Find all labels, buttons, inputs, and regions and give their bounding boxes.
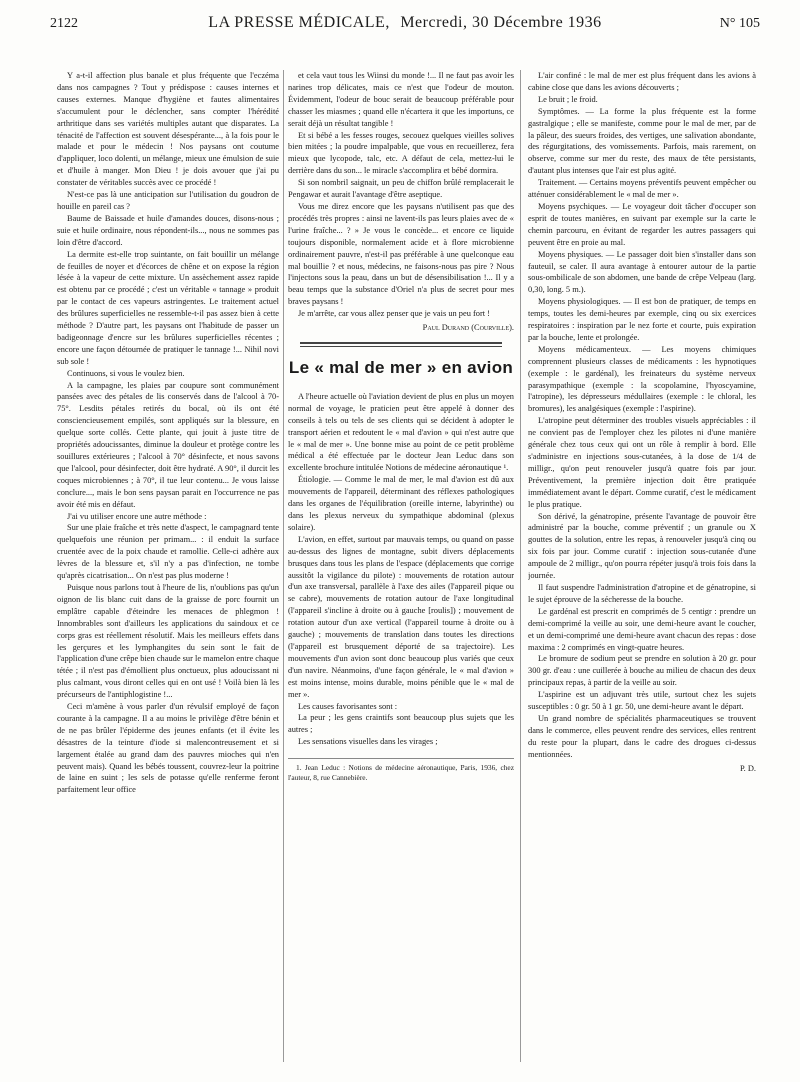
paragraph: Symptômes. — La forme la plus fréquente est la forme gastralgique ; elle se manifeste, comme pour le mal de mer, par de la pâleur, des sueurs froides, des vertiges, une salivation abondante, des régurgitations, des vomissements. Parfois, mais rarement, on observe, comme sur mer du reste, des maux de tête persistants, d'autant plus intenses que l'air est plus agité. xyxy=(528,106,756,176)
paragraph: L'air confiné : le mal de mer est plus fréquent dans les avions à cabine close que dans les avions découverts ; xyxy=(528,71,756,92)
paragraph: Le bromure de sodium peut se prendre en solution à 20 gr. pour 300 gr. d'eau : une cuillerée à bouche au milieu de chacun des deux principaux repas, à partir de la veille au soir. xyxy=(528,654,756,688)
journal-title xyxy=(50,14,760,32)
paragraph: Ceci m'amène à vous parler d'un révulsif employé de façon courante à la campagne. Il a au moins le privilège d'être bénin et de ne pas brûler l'épiderme des jeunes enfants (et il évite les désastres de la teinture d'iode si malencontreusement et si largement étalée au grand dam des pauvres mioches qui n'en peuvent mais). Quand les bébés toussent, couvrez-leur la poitrine de laine en suint ; les sels de potasse qu'elle renferme feront parfaitement leur office xyxy=(57,702,279,795)
paragraph: Je m'arrête, car vous allez penser que je vais un peu fort ! xyxy=(298,309,490,319)
author-initials: P. D. xyxy=(739,763,756,773)
paragraph: J'ai vu utiliser encore une autre méthode : xyxy=(67,511,207,521)
paragraph: La dermite est-elle trop suintante, on fait bouillir un mélange de feuilles de noyer et d'écorces de chêne et on expose la région lésée à la vapeur de cette mixture. Un assèchement assez rapide est obtenu par ce procédé ; c'est un véritable « tannage » produit par le contact de ces vapeurs astringentes. Le traitement actuel des brûlures superficielles ne ressemble-t-il pas assez bien à cette méthode ? D'autre part, les paysans ont l'habitude de passer un badigeonnage d'encre sur les brûlures superficielles récentes ; encore une façon détournée de pratiquer le tannage !... Nihil novi sub sole ! xyxy=(57,249,279,366)
article-separator xyxy=(300,342,502,347)
paragraph: Puisque nous parlons tout à l'heure de lis, n'oublions pas qu'un oignon de lis blanc cuit dans de la graisse de porc fournit un emplâtre capable d'éteindre les menaces de phlegmon ! Innombrables sont d'ailleurs les applications du saindoux et ce corps gras est réellement résolutif. Mais les meilleurs effets dans les gerçures et les lymphangites du sein sont le fait de l'application d'une crêpe bien chaude sur le mamelon entre chaque tétée ; il n'est pas d'émollient plus onctueux, plus adoucissant ni plus calmant, vous diront celles qui en ont usé ! Voilà bien là les précurseurs de l'antiphlogistine !... xyxy=(57,582,279,700)
paragraph: La peur ; les gens craintifs sont beaucoup plus sujets que les autres ; xyxy=(288,713,514,735)
paragraph: Étiologie. — Comme le mal de mer, le mal d'avion est dû aux mouvements de l'appareil, déterminant des réflexes pathologiques dans les organes de l'équilibration (oreille interne, labyrinthe) ou dans les plexus nerveux du sympathique abdominal (plexus solaire). xyxy=(288,475,514,532)
paragraph: Le gardénal est prescrit en comprimés de 5 centigr : prendre un demi-comprimé la veille au soir, une demi-heure avant le coucher, et un demi-comprimé une demi-heure avant chacun des repas : dose maxima : 2 comprimés en vingt-quatre heures. xyxy=(528,606,756,652)
paragraph: Moyens psychiques. — Le voyageur doit tâcher d'occuper son esprit de toutes manières, en suivant par exemple sur la carte le chemin parcouru, en évitant de regarder les autres passagers qui peuvent être en proie au mal. xyxy=(528,201,756,247)
paragraph: Et si bébé a les fesses rouges, secouez quelques vieilles solives bien mitées ; la poudre impalpable, que vous en recueillerez, fera mieux que lycopode, talc, etc. A défaut de cela, mettez-lui le derrière dans du son... le miracle s'accomplira et bébé dormira. xyxy=(288,130,514,176)
issue-number: N° 105 xyxy=(719,16,760,31)
paragraph: Les causes favorisantes sont : xyxy=(298,701,398,711)
paragraph: Y a-t-il affection plus banale et plus fréquente que l'eczéma dans nos campagnes ? Tout y prédispose : causes internes et causes externes. Manque d'hygiène et fautes alimentaires s'accumulent pour le déclencher, sans compter l'hérédité arthritique dans ses variétés multiples autant que disparates. La ténacité de l'affection est souvent désespérante..., à la fois pour le malade et pour le médecin ! Nos paysans ont coutume d'appliquer, loco dolenti, un mélange, mieux une émulsion de suie et d'huile à manger. Mon Dieu ! je dois avouer que j'ai pu constater de véritables succès avec ce procédé ! xyxy=(57,71,279,188)
paragraph: L'atropine peut déterminer des troubles visuels appréciables : il ne convient pas de l'employer chez les pilotes ni d'une manière générale chez tous ceux qui ont un rôle à remplir à bord. Elle s'administre en injections sous-cutanées, à la dose de 1/4 de milligr., qu'on peut renouveler jusqu'à quatre fois par jour. Préventivement, la première injection doit être pratiquée immédiatement avant le départ. Comme curatif, c'est le médicament le plus pratique. xyxy=(528,416,756,509)
paragraph: Moyens médicamenteux. — Les moyens chimiques comprennent plusieurs classes de médicaments : les hypnotiques (exemple : le gardénal), les freinateurs du système nerveux parasympathique (exemple : la scopolamine, l'hyoscyamine, l'atropine), les dépresseurs médullaires (exemple : le chloral, les bromures), les analgésiques (exemple : l'aspirine). xyxy=(528,344,756,414)
page-header xyxy=(50,14,760,40)
paragraph: Si son nombril saignait, un peu de chiffon brûlé remplacerait le Pengawar et aurait l'avantage d'être aseptique. xyxy=(288,178,514,200)
paragraph: Le bruit ; le froid. xyxy=(538,94,598,104)
paragraph: Traitement. — Certains moyens préventifs peuvent empêcher ou atténuer considérablement le « mal de mer ». xyxy=(528,178,756,200)
paragraph: Vous me direz encore que les paysans n'utilisent pas que des procédés très propres : ainsi ne lavent-ils pas leurs plaies avec de « l'urine fraîche... ? » Je vous le concède... et encore ce liquide toujours disponible, normalement acide et à flore microbienne ordinairement pauvre, n'est-il pas préférable à une quelconque eau mal bouillie ? et nous, médecins, ne faisons-nous pas pire ? Nous l'injectons sous la peau, dans un but de désensibilisation !... Il y a beau temps que la substance d'Oriel n'a plus de secret pour mes braves paysans ! xyxy=(288,201,514,307)
column-middle xyxy=(288,70,514,1074)
paragraph: Sur une plaie fraîche et très nette d'aspect, le campagnard tente quelquefois une réunion per primam... : il enduit la surface cruentée avec de la poix chaude et ramollie. Celle-ci adhère aux lèvres de la blessure et, s'il n'y a pas d'infection, ne tombe qu'après cicatrisation... On n'est pas plus moderne ! xyxy=(57,523,279,581)
journal-name: LA PRESSE MÉDICALE, xyxy=(208,14,390,31)
paragraph: Son dérivé, la génatropine, présente l'avantage de pouvoir être administré par la bouche, comme préventif ; un granule ou X gouttes de la solution, entre les repas, à renouveler jusqu'à cinq ou six fois par jour. Comme curatif : injection sous-cutanée d'une ampoule de 2 milligr., qu'on pourra répéter jusqu'à trois fois dans la journée. xyxy=(528,511,756,581)
page-number: 2122 xyxy=(50,16,78,31)
issue-date: Mercredi, 30 Décembre 1936 xyxy=(400,14,602,31)
paragraph: A l'heure actuelle où l'aviation devient de plus en plus un moyen normal de voyage, le praticien peut être appelé à donner des conseils à tels ou tels de ses clients qui se décident à adopter le transport aérien et redoutent le « mal d'avion » qui n'est autre que le « mal de mer ». Une bonne mise au point de ce petit problème médical a été effectuée par le docteur Jean Leduc dans son excellente brochure intitulée Notions de médecine aéronautique ¹. xyxy=(288,391,514,473)
paragraph: Moyens physiologiques. — Il est bon de pratiquer, de temps en temps, toutes les demi-heures par exemple, cinq ou six exercices respiratoires : inspiration par le nez forte et courte, puis expiration par la bouche, lente et prolongée. xyxy=(528,297,756,342)
column-rule xyxy=(283,70,284,1062)
paragraph: Continuons, si vous le voulez bien. xyxy=(67,368,185,378)
paragraph: Moyens physiques. — Le passager doit bien s'installer dans son fauteuil, se caler. Il aura avantage à entourer autour de la partie sous-ombilicale de son abdomen, une bande de crêpe Velpeau (larg. 0,30, long. 5 m.). xyxy=(528,249,756,295)
paragraph: Un grand nombre de spécialités pharmaceutiques se trouvent dans le commerce, elles peuvent rendre des services, elles rentrent du reste pour la plupart, dans le cadre des drogues ci-dessus mentionnées. xyxy=(528,713,756,759)
paragraph: N'est-ce pas là une anticipation sur l'utilisation du goudron de houille en pareil cas ? xyxy=(57,190,279,211)
paragraph: Baume de Baissade et huile d'amandes douces, disons-nous ; suie et huile ordinaire, nous répondent-ils..., nous ne sommes pas loin d'être d'accord. xyxy=(57,213,279,247)
paragraph: Les sensations visuelles dans les virages ; xyxy=(298,737,438,747)
article-title: Le « mal de mer » en avion xyxy=(288,357,514,377)
column-rule xyxy=(520,70,521,1062)
paragraph: L'avion, en effet, surtout par mauvais temps, ou quand on passe au-dessus des lignes de montagne, subit divers déplacements brusques dans tous les plans de l'espace (déplacements que corrige aussitôt la vigilance du pilote) : mouvements de rotation autour d'un axe transversal, parallèle à l'axe des ailes (l'appareil pique ou se cabre), mouvements de rotation autour de l'axe longitudinal (l'appareil s'incline à droite ou à gauche [roulis]) ; mouvement de rotation autour d'un axe vertical (l'appareil tourne à droite ou à gauche) ; mouvements de translation dans toutes les directions (l'appareil est brusquement déporté de sa trajectoire). Les mouvements d'un avion sont donc beaucoup plus variés que ceux d'un navire. Néanmoins, d'une façon générale, le « mal d'avion » est moins intense, moins durable, moins pénible que le « mal de mer ». xyxy=(288,534,514,699)
column-left xyxy=(57,70,279,1074)
paragraph: Il faut suspendre l'administration d'atropine et de génatropine, si le sujet éprouve de la sécheresse de la bouche. xyxy=(528,582,756,604)
paragraph: A la campagne, les plaies par coupure sont communément pansées avec des pétales de lis conservés dans de l'alcool à 70-75°. Lesdits pétales retirés du bocal, où ils ont été consciencieusement empilés, sont appliqués sur la blessure, en quelque sorte collés. Cette plante, qui jouit à juste titre de propriétés adoucissantes, diminue la douleur et protège contre les souillures extérieures ; l'alcool à 70° désinfecte, et nous savons que l'alcool, pour désinfecter, doit être hydraté. A 90°, il durcit les coques microbiennes ; à 70°, il tue leur contenu... Je vous laisse conclure..., mais le bon sens paysan parait en l'occurrence ne pas avoir été mis en défaut. xyxy=(57,380,279,509)
author-signature: Paul Durand (Courville). xyxy=(422,323,514,333)
footnote-text: 1. Jean Leduc : Notions de médecine aéronautique, Paris, 1936, chez l'auteur, 8, rue Cannebière. xyxy=(288,763,514,783)
column-right xyxy=(528,70,756,1074)
paragraph: et cela vaut tous les Wiinsi du monde !... Il ne faut pas avoir les narines trop délicates, mais ce n'est que l'odeur de mouton. Évidemment, l'odeur de bouc serait de beaucoup préférable pour chasser les miasmes ; quand elle n'écartera it que les importuns, ce serait déjà un résultat tangible ! xyxy=(288,71,514,128)
footnote xyxy=(288,758,514,783)
paragraph: L'aspirine est un adjuvant très utile, surtout chez les sujets susceptibles : 0 gr. 50 à 1 gr. 50, une demi-heure avant le départ. xyxy=(528,690,756,712)
